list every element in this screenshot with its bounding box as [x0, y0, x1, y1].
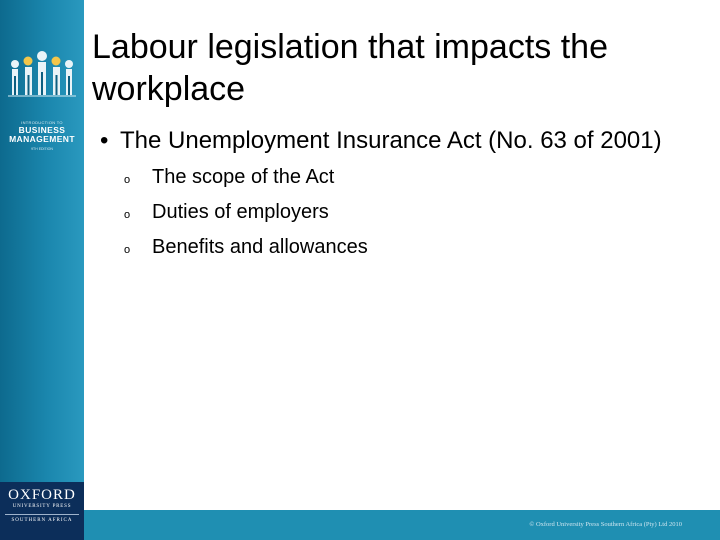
book-logo-line1: BUSINESS [18, 125, 66, 135]
sub-bullet-item [124, 231, 710, 266]
book-logo [2, 120, 82, 152]
publisher-logo [0, 482, 84, 540]
sub-bullet-text: Duties of employers [152, 201, 329, 223]
sub-bullet-marker: o [124, 244, 131, 256]
publisher-name: OXFORD [8, 487, 76, 503]
bullet-marker: • [100, 127, 109, 154]
sub-bullet-item [124, 161, 710, 196]
sub-bullet-text: The scope of the Act [152, 166, 335, 188]
bullet-item [100, 126, 710, 155]
figures-icon [6, 46, 78, 100]
slide-content [100, 126, 710, 266]
publisher-region: SOUTHERN AFRICA [11, 518, 73, 523]
sub-bullet-marker: o [124, 209, 131, 221]
sub-bullet-text: Benefits and allowances [152, 236, 368, 258]
sub-bullet-marker: o [124, 174, 131, 186]
footer-band [84, 510, 720, 540]
bullet-text: The Unemployment Insurance Act (No. 63 of 2001) [120, 127, 662, 154]
slide-title: Labour legislation that impacts the workplace [92, 28, 608, 108]
sub-bullet-list [100, 161, 710, 266]
publisher-press: UNIVERSITY PRESS [12, 504, 72, 509]
sub-bullet-item [124, 196, 710, 231]
book-logo-top: INTRODUCTION TO [21, 120, 63, 125]
book-logo-edition: 9TH EDITION [31, 147, 53, 151]
figures-illustration [6, 46, 78, 100]
book-logo-line2: MANAGEMENT [9, 134, 75, 144]
copyright-text: © Oxford University Press Southern Africa (Pty) Ltd 2010 [529, 521, 682, 528]
sidebar [0, 0, 84, 540]
publisher-divider [5, 514, 79, 515]
